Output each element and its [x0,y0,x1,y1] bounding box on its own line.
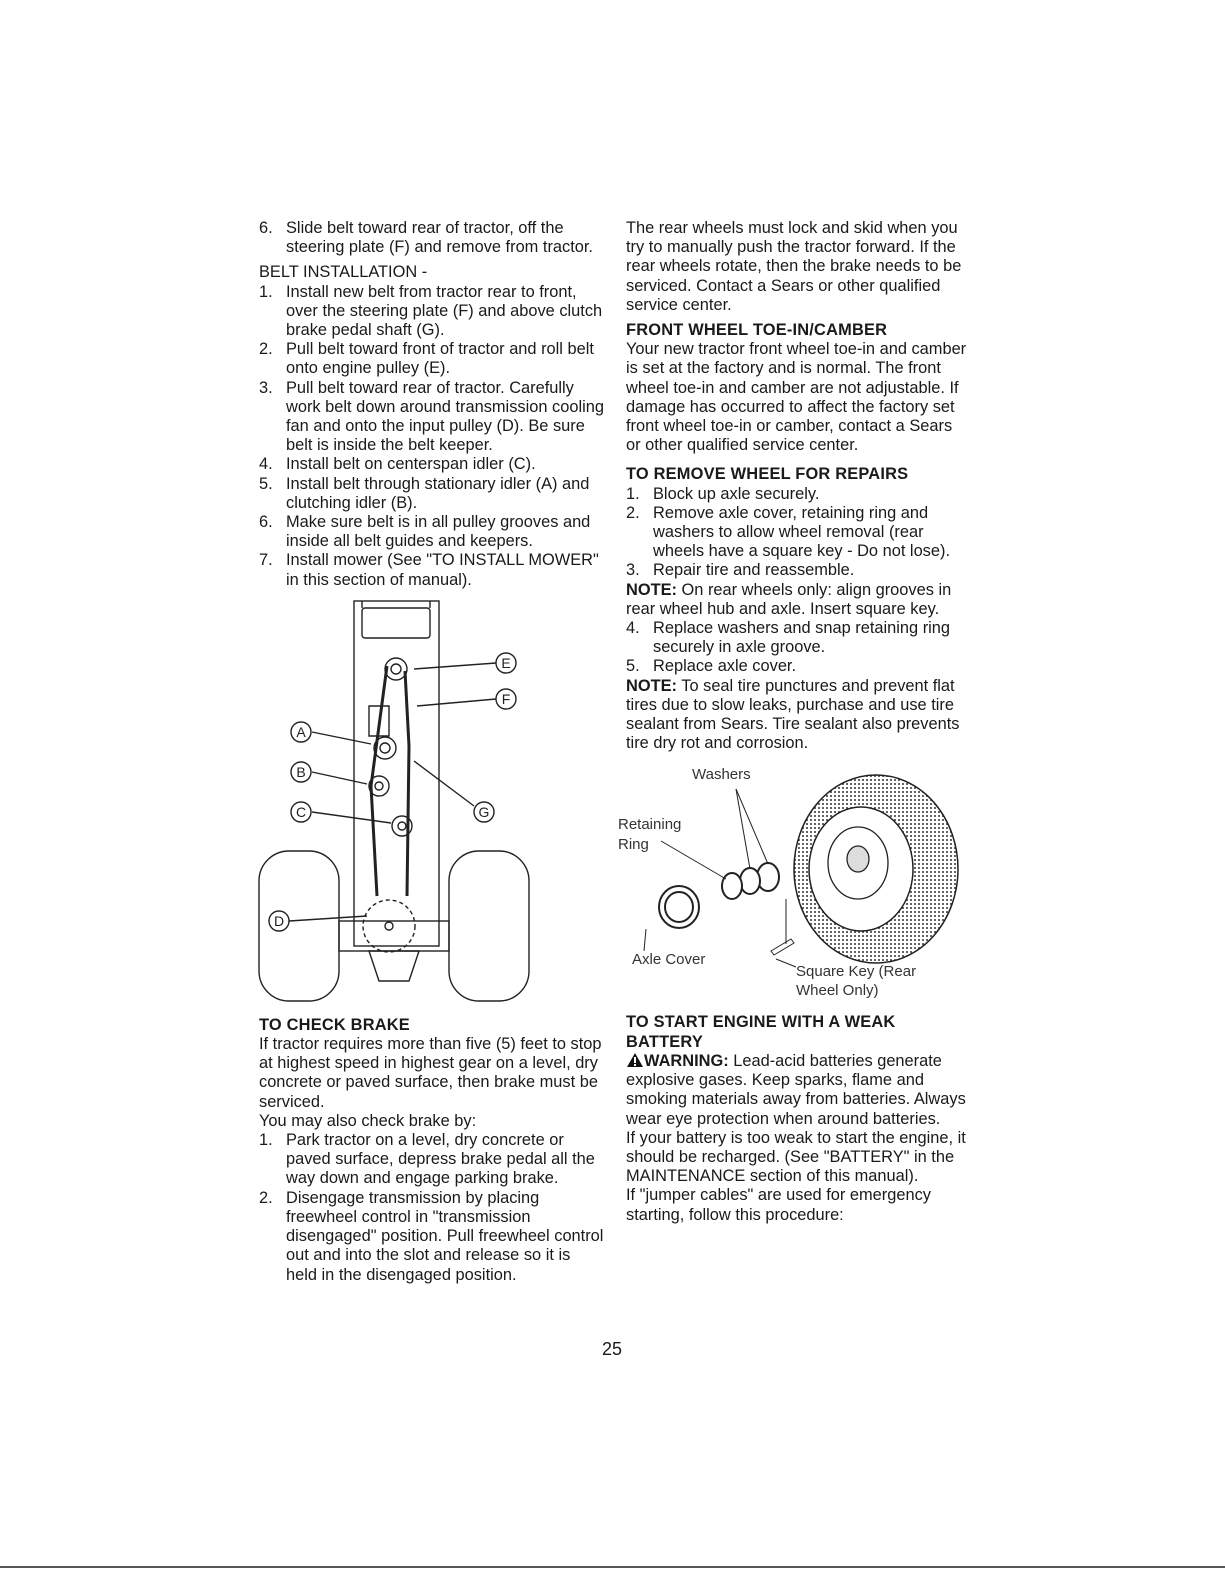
list-item [259,455,604,474]
list-item-text: Remove axle cover, retaining ring and washers to allow wheel removal (rear wheels have a square key - Do not lose). [653,503,951,561]
list-item [626,561,971,580]
belt-removal-final-step [259,219,604,257]
list-item [626,504,971,562]
note-tire-sealant: NOTE: To seal tire punctures and prevent flat tires due to slow leaks, purchase and use tire sealant from Sears. Tire sealant also prevents tire dry rot and corrosion. [626,676,960,753]
rear-wheels-paragraph: The rear wheels must lock and skid when you try to manually push the tractor forward. If the rear wheels rotate, then the brake needs to be serviced. Contact a Sears or other qualified service center. [626,219,962,314]
list-item [626,657,971,676]
label-d: D [273,912,285,929]
list-item [259,1189,604,1285]
belt-routing-diagram [259,596,604,1016]
list-item [259,283,604,341]
list-item-text: Make sure belt is in all pulley grooves and inside all belt guides and keepers. [286,513,591,551]
check-brake-heading: TO CHECK BRAKE [259,1015,410,1034]
label-a: A [296,723,306,740]
list-item-number: 4. [259,455,273,474]
list-item-text: Install mower (See "TO INSTALL MOWER" in this section of manual). [286,551,599,589]
list-item-number: 5. [626,657,640,676]
list-item-text: Block up axle securely. [653,484,820,503]
label-retaining-ring-1: Retaining [618,816,682,834]
list-item-number: 2. [259,1188,273,1207]
check-brake-steps [259,1131,604,1285]
label-e: E [501,654,511,671]
list-item-text: Install belt through stationary idler (A) and clutching idler (B). [286,474,590,512]
label-g: G [478,803,490,820]
page-number: 25 [602,1339,623,1359]
list-item [259,340,604,378]
label-square-key-1: Square Key (Rear [796,963,917,981]
list-item-number: 3. [626,561,640,580]
label-axle-cover: Axle Cover [632,951,706,969]
list-item-number: 4. [626,619,640,638]
label-square-key-2: Wheel Only) [796,982,879,1000]
list-item-text: Park tractor on a level, dry concrete or paved surface, depress brake pedal all the way down and engage parking brake. [286,1131,595,1188]
list-item-text: Replace axle cover. [653,657,797,676]
jumper-cables-paragraph: If "jumper cables" are used for emergency starting, follow this procedure: [626,1186,931,1224]
label-washers: Washers [692,766,751,784]
list-item [259,1131,604,1189]
list-item-text: Disengage transmission by placing freewheel control in "transmission disengaged" position. Pull freewheel control out and into the slot and release so it is held in the disengaged position. [286,1188,604,1284]
list-item [626,485,971,504]
toe-in-camber-heading: FRONT WHEEL TOE-IN/CAMBER [626,321,888,340]
list-item: 6. Slide belt toward rear of tractor, off the steering plate (F) and remove from tractor. [259,219,593,257]
list-item [259,379,604,456]
check-brake-paragraph: If tractor requires more than five (5) feet to stop at highest speed in highest gear on a level, dry concrete or paved surface, then brake must be serviced. [259,1035,602,1111]
bottom-divider [0,1566,1225,1568]
list-item-number: 2. [259,340,273,359]
remove-wheel-heading: TO REMOVE WHEEL FOR REPAIRS [626,465,909,484]
list-item-text: Pull belt toward rear of tractor. Carefully work belt down around transmission cooling fan and onto the input pulley (D). Be sure belt is inside the belt keeper. [286,378,604,455]
belt-installation-steps [259,283,604,590]
label-retaining-ring-2: Ring [618,836,649,854]
label-f: F [501,690,511,707]
list-item-number: 5. [259,474,273,493]
remove-wheel-steps [626,485,971,581]
left-column [259,219,604,1285]
list-item-text: Repair tire and reassemble. [653,561,855,580]
list-item-number: 7. [259,551,273,570]
list-item-text: Install belt on centerspan idler (C). [286,455,536,474]
list-item-number: 1. [259,282,273,301]
label-b: B [296,763,306,780]
recharge-paragraph: If your battery is too weak to start the engine, it should be recharged. (See "BATTERY" in the MAINTENANCE section of this manual). [626,1128,966,1186]
list-item-number: 3. [259,378,273,397]
toe-in-camber-paragraph: Your new tractor front wheel toe-in and camber is set at the factory and is normal. The front wheel toe-in and camber are not adjustable. If damage has occurred to affect the factory set front wheel toe-in or camber, contact a Sears or other qualified service center. [626,340,967,455]
list-item [626,619,971,657]
list-item-text: Install new belt from tractor rear to front, over the steering plate (F) and above clutch brake pedal shaft (G). [286,282,603,340]
right-column [618,219,971,1225]
battery-warning: WARNING: Lead-acid batteries generate explosive gases. Keep sparks, flame and smoking materials away from batteries. Always wear eye protection when around batteries. [626,1051,966,1128]
list-item-text: Pull belt toward front of tractor and roll belt onto engine pulley (E). [286,340,594,378]
belt-installation-heading: BELT INSTALLATION - [259,263,428,282]
wheel-assembly-diagram [618,759,971,1009]
check-brake-intro: You may also check brake by: [259,1111,477,1130]
warning-triangle-icon [626,1052,644,1068]
list-item-number: 1. [626,484,640,503]
list-item-number: 2. [626,503,640,522]
list-item [259,513,604,551]
label-c: C [295,803,307,820]
remove-wheel-steps-continued [626,619,971,677]
list-item-text: Replace washers and snap retaining ring securely in axle groove. [653,619,951,657]
list-item-number: 1. [259,1131,273,1150]
list-item-number: 6. [259,513,273,532]
list-item [259,551,604,589]
list-item [259,475,604,513]
weak-battery-heading: TO START ENGINE WITH A WEAK BATTERY [626,1013,896,1051]
note-square-key: NOTE: On rear wheels only: align grooves in rear wheel hub and axle. Insert square key. [626,580,952,618]
